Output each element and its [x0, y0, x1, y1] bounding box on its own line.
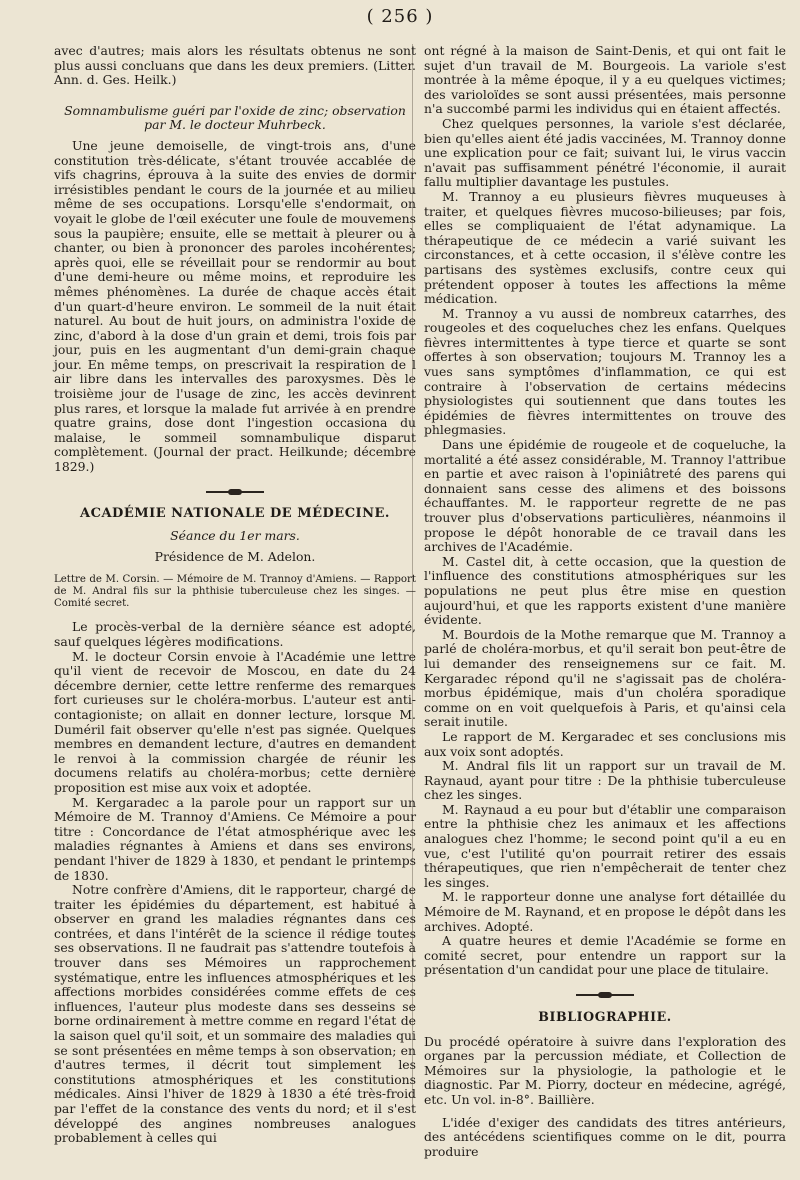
- right-column: [424, 44, 786, 1159]
- right-paragraph-1: ont régné à la maison de Saint-Denis, et qui ont fait le sujet d'un travail de M. Bourgeois. La variole s'est montrée à la même époque, il y a eu quelques victimes; des varioloïdes se sont aussi présentées, mais personne n'a succombé parmi les individus qui en étaient affectés.: [424, 43, 786, 117]
- bibliographie-title: BIBLIOGRAPHIE.: [538, 1009, 672, 1024]
- academie-paragraph-3: M. Kergaradec a la parole pour un rapport sur un Mémoire de M. Trannoy d'Amiens. Ce Mémoire a pour titre : Concordance de l'état atmosphérique avec les maladies régnantes à Amiens et dans ses environs, pendant l'hiver de 1829 à 1830, et pendant le printemps de 1830.: [54, 794, 416, 883]
- right-paragraph-10: M. Raynaud a eu pour but d'établir une comparaison entre la phthisie chez les animaux et les affections analogues chez l'homme; le second point qu'il a eu en vue, c'est l'utilité qu'on pourrait retirer des essais thérapeutiques, que rien n'empêcherait de tenter chez les singes.: [424, 801, 786, 890]
- right-paragraph-12: A quatre heures et demie l'Académie se forme en comité secret, pour entendre un rapport sur la présentation d'un candidat pour une place de titulaire.: [424, 933, 786, 978]
- bibliographie-entry: Du procédé opératoire à suivre dans l'exploration des organes par la percussion médiate, et Collection de Mémoires sur la physiologie, la pathologie et le diagnostic. Par M. Piorry, docteur en médecine, agrégé, etc. Un vol. in-8°. Baillière.: [424, 1033, 786, 1107]
- page-number: ( 256 ): [366, 6, 434, 27]
- right-paragraph-8: Le rapport de M. Kergaradec et ses conclusions mis aux voix sont adoptés.: [424, 728, 786, 759]
- academie-title: ACADÉMIE NATIONALE DE MÉDECINE.: [80, 505, 390, 521]
- section-title-somnambulisme: Somnambulisme guéri par l'oxide de zinc; observation par M. le docteur Muhrbeck.: [64, 102, 406, 133]
- separator-rule-2: [424, 992, 786, 998]
- left-column: [54, 44, 416, 1146]
- right-paragraph-7: M. Bourdois de la Mothe remarque que M. Trannoy a parlé de choléra-morbus, et qu'il serait bon peut-être de lui demander des renseignemens sur ce fait. M. Kergaradec répond qu'il ne s'agissait pas de choléra-morbus épidémique, mais d'un choléra sporadique comme on en voit quelquefois à Paris, et qu'ainsi cela serait inutile.: [424, 626, 786, 730]
- right-paragraph-2: Chez quelques personnes, la variole s'est déclarée, bien qu'elles aient été jadis vaccinées, M. Trannoy donne une explication pour ce fait; suivant lui, le virus vaccin n'avait pas suffisamment pénétré l'économie, il aurait fallu multiplier davantage les pustules.: [424, 115, 786, 190]
- separator-rule: [54, 489, 416, 495]
- somnambulisme-paragraph: Une jeune demoiselle, de vingt-trois ans, d'une constitution très-délicate, s'étant trouvée accablée de vifs chagrins, éprouva à la suite des envies de dormir irrésistibles pendant le cours de la journée et au milieu même de ses occupations. Lorsqu'elle s'endormait, on voyait le globe de l'œil exécuter une foule de mouvemens sous la paupière; ensuite, elle se mettait à pleurer ou à chanter, ou bien à prononcer des paroles incohérentes; après quoi, elle se réveillait pour se rendormir au bout d'une demi-heure ou même moins, et reproduire les mêmes phénomènes. La durée de chaque accès était d'un quart-d'heure environ. Le sommeil de la nuit était naturel. Au bout de huit jours, on administra l'oxide de zinc, d'abord à la dose d'un grain et demi, trois fois par jour, puis en les augmentant d'un demi-grain chaque jour. En même temps, on prescrivait la respiration de l air libre dans les intervalles des paroxysmes. Dès le troisième jour de l'usage de zinc, les accès devinrent plus rares, et lorsque la malade fut arrivée à en prendre quatre grains, dose dont l'ingestion occasiona du malaise, le sommeil somnambulique disparut complètement. (Journal der pract. Heilkunde; décembre 1829.): [54, 137, 416, 475]
- academie-paragraph-2: M. le docteur Corsin envoie à l'Académie une lettre qu'il vient de recevoir de Moscou, en date du 24 décembre dernier, cette lettre renferme des remarques fort curieuses sur le choléra-morbus. L'auteur est anti-contagioniste; on allait en donner lecture, lorsque M. Duméril fait observer qu'elle n'est pas signée. Quelques membres en demandent lecture, d'autres en demandent le renvoi à la commission chargée de réunir les documens relatifs au choléra-morbus; cette dernière proposition est mise aux voix et adoptée.: [54, 648, 416, 795]
- right-paragraph-5: Dans une épidémie de rougeole et de coqueluche, la mortalité a été assez considérable, M. Trannoy l'attribue en partie et avec raison à l'opiniâtreté des parens qui donnaient sans cesse des alimens et des boissons échauffantes. M. le rapporteur regrette de ne pas trouver plus d'observations particulières, néanmoins il propose le dépôt honorable de ce travail dans les archives de l'Académie.: [424, 437, 786, 555]
- right-paragraph-3: M. Trannoy a eu plusieurs fièvres muqueuses à traiter, et quelques fièvres mucoso-bilieuses; par fois, elles se compliquaient de l'état adynamique. La thérapeutique de ce médecin a varié suivant les circonstances, et à cette occasion, il s'élève contre les partisans des systèmes exclusifs, contre ceux qui prétendent opposer à toutes les affections la même médication.: [424, 188, 786, 307]
- right-paragraph-4: M. Trannoy a vu aussi de nombreux catarrhes, des rougeoles et des coqueluches chez les enfans. Quelques fièvres intermittentes à type tierce et quarte se sont offertes à son observation; toujours M. Trannoy les a vues sans symptômes d'inflammation, ce qui est contraire à l'observation de certains médecins physiologistes qui soutiennent que dans toutes les épidémies de fièvres intermittentes on trouve des phlegmasies.: [424, 305, 786, 438]
- academie-paragraph-1: Le procès-verbal de la dernière séance est adopté, sauf quelques légères modifications.: [54, 619, 416, 649]
- bibliographie-paragraph: L'idée d'exiger des candidats des titres antérieurs, des antécédens scientifiques comme on le dit, pourra produire: [424, 1114, 786, 1159]
- session-summary: Lettre de M. Corsin. — Mémoire de M. Trannoy d'Amiens. — Rapport de M. Andral fils sur la phthisie tuberculeuse chez les singes. — Comité secret.: [54, 574, 416, 610]
- academie-paragraph-4: Notre confrère d'Amiens, dit le rapporteur, chargé de traiter les épidémies du département, est habitué à observer en grand les maladies régnantes dans ces contrées, et dans l'intérêt de la science il rédige toutes ses observations. Il ne faudrait pas s'attendre toutefois à trouver dans ses Mémoires un rapprochement systématique, entre les influences atmosphériques et les affections morbides considérées comme effets de ces influences, l'auteur plus modeste dans ses desseins se borne ordinairement à mettre comme en regard l'état de la saison quel qu'il soit, et un sommaire des maladies qui se sont présentées en même temps à son observation; en d'autres termes, il décrit tout simplement les constitutions atmosphériques et les constitutions médicales. Ainsi l'hiver de 1829 à 1830 a été très-froid par l'effet de la constance des vents du nord; et il s'est développé des angines nombreuses analogues probablement à celles qui: [54, 882, 416, 1146]
- right-paragraph-6: M. Castel dit, à cette occasion, que la question de l'influence des constitutions atmosphériques sur les populations ne peut plus être mise en question aujourd'hui, et que les rapports existent d'une manière évidente.: [424, 553, 786, 628]
- presidence-line: Présidence de M. Adelon.: [154, 548, 316, 564]
- right-paragraph-9: M. Andral fils lit un rapport sur un travail de M. Raynaud, ayant pour titre : De la phthisie tuberculeuse chez les singes.: [424, 758, 786, 803]
- right-paragraph-11: M. le rapporteur donne une analyse fort détaillée du Mémoire de M. Raynand, et en propose le dépôt dans les archives. Adopté.: [424, 889, 786, 934]
- seance-date: Séance du 1er mars.: [170, 528, 300, 544]
- intro-paragraph: avec d'autres; mais alors les résultats obtenus ne sont plus aussi concluans que dans les deux premiers. (Litter. Ann. d. Ges. Heilk.): [54, 43, 416, 88]
